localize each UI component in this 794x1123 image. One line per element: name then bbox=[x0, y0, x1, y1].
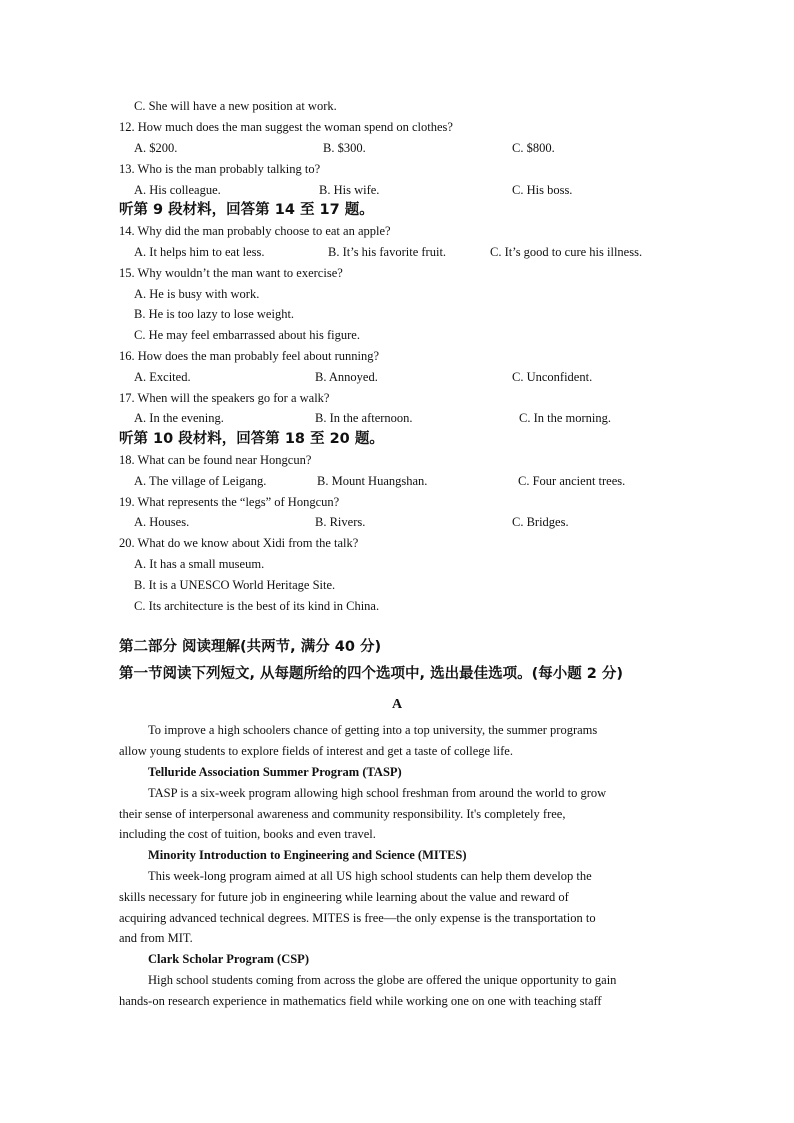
mites-line: skills necessary for future job in engineering while learning about the value and reward of bbox=[119, 890, 569, 904]
q20-option-b: B. It is a UNESCO World Heritage Site. bbox=[134, 578, 336, 592]
intro-line: allow young students to explore fields of interest and get a taste of college life. bbox=[119, 744, 513, 758]
mites-line: acquiring advanced technical degrees. MITES is free—the only expense is the transportation to bbox=[119, 911, 596, 925]
q16-option-c: C. Unconfident. bbox=[512, 370, 593, 384]
q18-option-c: C. Four ancient trees. bbox=[518, 474, 626, 488]
intro-line: To improve a high schoolers chance of getting into a top university, the summer programs bbox=[148, 723, 598, 737]
q14-option-c: C. It’s good to cure his illness. bbox=[490, 245, 643, 259]
q17-option-b: B. In the afternoon. bbox=[315, 411, 413, 425]
q14-option-b: B. It’s his favorite fruit. bbox=[328, 245, 447, 259]
q20-stem: 20. What do we know about Xidi from the talk? bbox=[119, 536, 359, 550]
mites-heading: Minority Introduction to Engineering and Science (MITES) bbox=[148, 848, 467, 862]
q14-options bbox=[0, 244, 794, 260]
q16-option-b: B. Annoyed. bbox=[315, 370, 378, 384]
q13-stem: 13. Who is the man probably talking to? bbox=[119, 162, 321, 176]
q12-stem: 12. How much does the man suggest the woman spend on clothes? bbox=[119, 120, 453, 134]
q16-options bbox=[0, 369, 794, 385]
q11-option-c: C. She will have a new position at work. bbox=[134, 99, 337, 113]
q13-option-a: A. His colleague. bbox=[134, 183, 221, 197]
q17-option-c: C. In the morning. bbox=[519, 411, 612, 425]
q19-stem: 19. What represents the “legs” of Hongcun? bbox=[119, 495, 340, 509]
tasp-line: including the cost of tuition, books and even travel. bbox=[119, 827, 376, 841]
q18-stem: 18. What can be found near Hongcun? bbox=[119, 453, 312, 467]
tasp-heading: Telluride Association Summer Program (TASP) bbox=[148, 765, 402, 779]
section-9-heading: 听第 9 段材料，回答第 14 至 17 题。 bbox=[119, 202, 374, 218]
q19-option-b: B. Rivers. bbox=[315, 515, 366, 529]
csp-heading: Clark Scholar Program (CSP) bbox=[148, 952, 309, 966]
q13-option-b: B. His wife. bbox=[319, 183, 380, 197]
q15-option-a: A. He is busy with work. bbox=[134, 287, 260, 301]
q20-option-a: A. It has a small museum. bbox=[134, 557, 265, 571]
q13-options bbox=[0, 182, 794, 198]
q12-option-a: A. $200. bbox=[134, 141, 178, 155]
q17-options bbox=[0, 410, 794, 426]
q15-option-b: B. He is too lazy to lose weight. bbox=[134, 307, 295, 321]
q13-option-c: C. His boss. bbox=[512, 183, 573, 197]
q12-option-b: B. $300. bbox=[323, 141, 366, 155]
csp-line: hands-on research experience in mathematics field while working one on one with teaching staff bbox=[119, 994, 602, 1008]
q19-option-a: A. Houses. bbox=[134, 515, 190, 529]
passage-letter: A bbox=[391, 697, 403, 712]
q15-stem: 15. Why wouldn’t the man want to exercise? bbox=[119, 266, 343, 280]
q16-option-a: A. Excited. bbox=[134, 370, 191, 384]
section-10-heading: 听第 10 段材料，回答第 18 至 20 题。 bbox=[119, 431, 384, 447]
tasp-line: their sense of interpersonal awareness and community responsibility. It's completely free, bbox=[119, 807, 566, 821]
q14-stem: 14. Why did the man probably choose to eat an apple? bbox=[119, 224, 391, 238]
mites-line: and from MIT. bbox=[119, 931, 193, 945]
q19-option-c: C. Bridges. bbox=[512, 515, 569, 529]
q15-option-c: C. He may feel embarrassed about his figure. bbox=[134, 328, 360, 342]
section-one-instructions: 第一节阅读下列短文, 从每题所给的四个选项中, 选出最佳选项。(每小题 2 分) bbox=[119, 666, 624, 682]
q12-option-c: C. $800. bbox=[512, 141, 555, 155]
q16-stem: 16. How does the man probably feel about running? bbox=[119, 349, 380, 363]
q20-option-c: C. Its architecture is the best of its kind in China. bbox=[134, 599, 380, 613]
mites-line: This week-long program aimed at all US high school students can help them develop the bbox=[148, 869, 592, 883]
q18-option-a: A. The village of Leigang. bbox=[134, 474, 267, 488]
q12-options bbox=[0, 140, 794, 156]
q17-option-a: A. In the evening. bbox=[134, 411, 224, 425]
tasp-line: TASP is a six-week program allowing high school freshman from around the world to grow bbox=[148, 786, 607, 800]
q18-option-b: B. Mount Huangshan. bbox=[317, 474, 428, 488]
part-two-title: 第二部分 阅读理解(共两节, 满分 40 分) bbox=[119, 639, 382, 655]
q14-option-a: A. It helps him to eat less. bbox=[134, 245, 265, 259]
q19-options bbox=[0, 514, 794, 530]
q18-options bbox=[0, 473, 794, 489]
q17-stem: 17. When will the speakers go for a walk? bbox=[119, 391, 330, 405]
csp-line: High school students coming from across the globe are offered the unique opportunity to gain bbox=[148, 973, 617, 987]
